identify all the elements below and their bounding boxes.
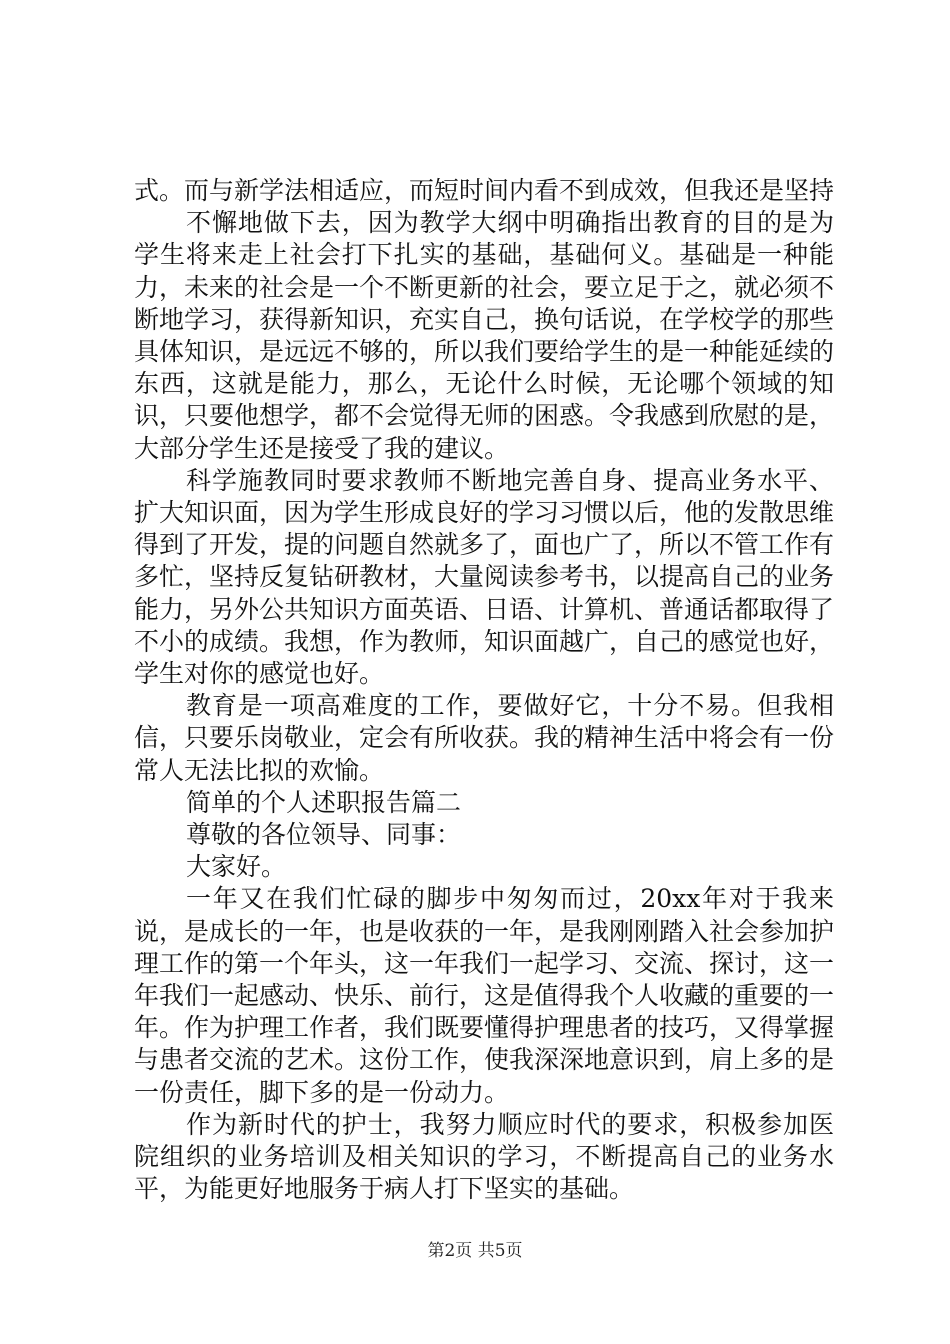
paragraph-continuation: 式。而与新学法相适应，而短时间内看不到成效，但我还是坚持 [134, 176, 835, 205]
paragraph-year-review: 一年又在我们忙碌的脚步中匆匆而过，20xx年对于我来说，是成长的一年，也是收获的一年，是我刚刚踏入社会参加护理工作的第一个年头，这一年我们一起学习、交流、探讨，这一年我们一起感动、快乐、前行，这是值得我个人收藏的重要的一年。作为护理工作者，我们既要懂得护理患者的技巧，又得掌握与患者交流的艺术。这份工作，使我深深地意识到，肩上多的是一份责任，脚下多的是一份动力。 [134, 884, 835, 1107]
page-footer: 第2页 共5页 [427, 1241, 523, 1261]
paragraph-basics: 不懈地做下去，因为教学大纲中明确指出教育的目的是为学生将来走上社会打下扎实的基础，基础何义。基础是一种能力，未来的社会是一个不断更新的社会，要立足于之，就必须不断地学习，获得新知识，充实自己，换句话说，在学校学的那些具体知识，是远远不够的，所以我们要给学生的是一种能延续的东西，这就是能力，那么，无论什么时候，无论哪个领域的知识，只要他想学，都不会觉得无师的困惑。令我感到欣慰的是，大部分学生还是接受了我的建议。 [134, 208, 835, 463]
document-body [134, 175, 834, 1206]
paragraph-teaching: 科学施教同时要求教师不断地完善自身、提高业务水平、扩大知识面，因为学生形成良好的学习习惯以后，他的发散思维得到了开发，提的问题自然就多了，面也广了，所以不管工作有多忙，坚持反复钻研教材，大量阅读参考书，以提高自己的业务能力，另外公共知识方面英语、日语、计算机、普通话都取得了不小的成绩。我想，作为教师，知识面越广，自己的感觉也好，学生对你的感觉也好。 [134, 465, 835, 689]
section-heading: 简单的个人述职报告篇二 [186, 787, 462, 817]
greeting: 大家好。 [186, 852, 287, 882]
paragraph-education: 教育是一项高难度的工作，要做好它，十分不易。但我相信，只要乐岗敬业，定会有所收获。我的精神生活中将会有一份常人无法比拟的欢愉。 [134, 691, 835, 785]
salutation: 尊敬的各位领导、同事： [186, 820, 462, 850]
paragraph-nurse: 作为新时代的护士，我努力顺应时代的要求，积极参加医院组织的业务培训及相关知识的学习，不断提高自己的业务水平，为能更好地服务于病人打下坚实的基础。 [134, 1109, 834, 1204]
